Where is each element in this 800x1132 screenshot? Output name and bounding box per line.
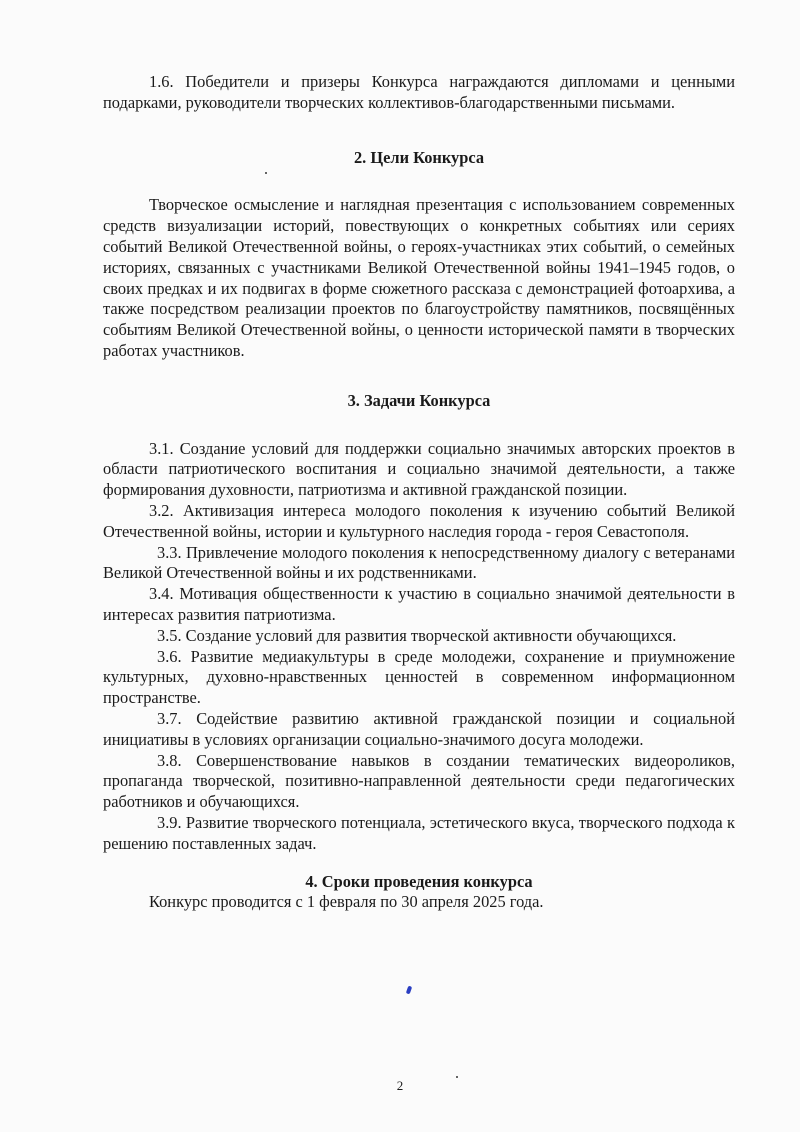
section-heading-goals: 2. Цели Конкурса	[353, 147, 485, 167]
section-heading-deadlines: 4. Сроки проведения конкурса	[305, 871, 533, 891]
task-item-3-7: 3.7. Содействие развитию активной гражданской позиции и социальной инициативы в условиях организации социально-значимого досуга молодежи.	[103, 708, 735, 749]
task-item-3-6: 3.6. Развитие медиакультуры в среде молодежи, сохранение и приумножение культурных, духовно-нравственных ценностей в современном информационном пространстве.	[103, 646, 735, 708]
document-body	[103, 72, 735, 913]
task-item-3-5: 3.5. Создание условий для развития творческой активности обучающихся.	[157, 625, 677, 645]
task-item-3-2: 3.2. Активизация интереса молодого поколения к изучению событий Великой Отечественной войны, истории и культурного наследия города - героя Севастополя.	[103, 500, 735, 541]
section-heading-tasks: 3. Задачи Конкурса	[347, 390, 491, 410]
scan-speck	[456, 1076, 458, 1078]
pen-mark	[406, 986, 412, 995]
paragraph-1-6: 1.6. Победители и призеры Конкурса награждаются дипломами и ценными подарками, руководители творческих коллективов-благодарственными письмами.	[103, 72, 735, 112]
task-item-3-3: 3.3. Привлечение молодого поколения к непосредственному диалогу с ветеранами Великой Отечественной войны и их родственниками.	[103, 542, 735, 583]
scan-speck	[265, 172, 267, 174]
task-item-3-4: 3.4. Мотивация общественности к участию в социально значимой деятельности в интересах развития патриотизма.	[103, 584, 735, 624]
page-number: 2	[396, 1078, 404, 1093]
goals-paragraph: Творческое осмысление и наглядная презентация с использованием современных средств визуализации историй, повествующих о конкретных событиях или сериях событий Великой Отечественной войны, о героях-участниках этих событий, о семейных историях, связанных с участниками Великой Отечественной войны 1941–1945 годов, о своих предках и их подвигах в форме сюжетного рассказа с демонстрацией фотоархива, а также посредством реализации проектов по благоустройству памятников, посвящённых событиям Великой Отечественной войны, о ценности исторической памяти в творческих работах участников.	[103, 195, 735, 360]
deadlines-paragraph: Конкурс проводится с 1 февраля по 30 апреля 2025 года.	[149, 892, 544, 912]
task-item-3-8: 3.8. Совершенствование навыков в создании тематических видеороликов, пропаганда творческой, позитивно-направленной деятельности среди педагогических работников и обучающихся.	[103, 750, 735, 812]
task-item-3-1: 3.1. Создание условий для поддержки социально значимых авторских проектов в области патриотического воспитания и социально значимой деятельности, а также формирования духовности, патриотизма и активной гражданской позиции.	[103, 438, 735, 500]
task-item-3-9: 3.9. Развитие творческого потенциала, эстетического вкуса, творческого подхода к решению поставленных задач.	[103, 812, 735, 853]
